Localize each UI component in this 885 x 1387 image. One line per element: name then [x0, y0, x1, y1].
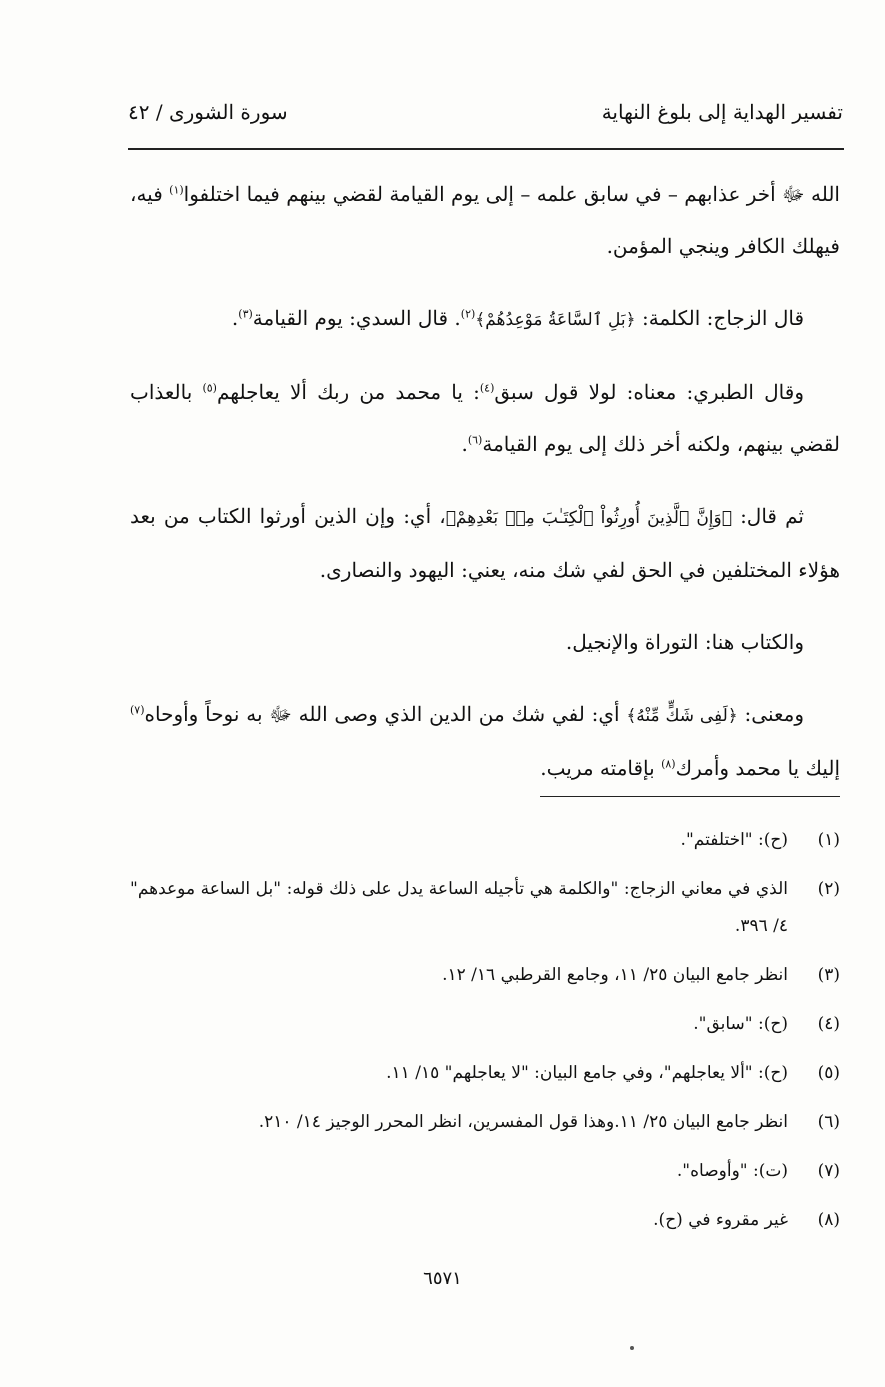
footnote-number: (١): [817, 830, 840, 850]
footnote: [130, 1202, 840, 1239]
paragraph-3: [130, 366, 840, 470]
book-title: تفسير الهداية إلى بلوغ النهاية: [601, 100, 843, 124]
footnote: [130, 822, 840, 859]
header-rule: [128, 148, 844, 150]
paragraph-5: [130, 616, 840, 668]
footnote: [130, 1153, 840, 1190]
footnote: [130, 957, 840, 994]
footnote-text: الذي في معاني الزجاج: "والكلمة هي تأجيله الساعة يدل على ذلك قوله: "بل الساعة موعدهم" ٤/ ٣٩٦.: [130, 879, 788, 936]
footnote-ref: (٥): [202, 381, 217, 395]
main-text: [130, 168, 840, 814]
paragraph-4: [130, 490, 840, 596]
running-header: [128, 100, 843, 140]
footnote: [130, 1104, 840, 1141]
footnote-separator: [540, 796, 840, 797]
footnote-number: (٨): [817, 1210, 840, 1230]
footnote-number: (٧): [817, 1161, 840, 1181]
footnote-number: (٥): [817, 1063, 840, 1083]
quran-verse: ﴿بَلِ ٱلسَّاعَةُ مَوْعِدُهُمْ﴾: [475, 310, 636, 330]
footnote-ref: (٨): [661, 757, 676, 771]
footnote-text: (ح): "سابق".: [693, 1014, 788, 1034]
text-run: : يا محمد من ربك ألا يعاجلهم: [216, 380, 480, 404]
text-run: إليك يا محمد وأمرك: [675, 756, 840, 780]
paragraph-6: [130, 688, 840, 794]
paragraph-2: [130, 292, 840, 346]
footnote-text: (ح): "اختلفتم".: [680, 830, 788, 850]
text-run: ثم قال:: [731, 504, 804, 528]
scan-speck: [630, 1346, 634, 1350]
text-run: . قال السدي: يوم القيامة: [252, 306, 461, 330]
footnote-number: (٢): [817, 879, 840, 899]
footnote-number: (٤): [817, 1014, 840, 1034]
footnotes: [130, 822, 840, 1251]
text-run: قال الزجاج: الكلمة:: [635, 306, 804, 330]
footnote-text: انظر جامع البيان ٢٥/ ١١، وجامع القرطبي ١٦/ ١٢.: [442, 965, 788, 985]
text-run: .: [231, 306, 239, 330]
footnote-text: (ت): "وأوصاه".: [676, 1161, 788, 1181]
footnote-ref: (٣): [238, 307, 253, 321]
footnote-text: انظر جامع البيان ٢٥/ ١١.وهذا قول المفسرين، انظر المحرر الوجيز ١٤/ ٢١٠.: [258, 1112, 788, 1132]
footnote-ref: (٧): [130, 703, 145, 717]
footnote-ref: (١): [169, 183, 184, 197]
footnote-number: (٣): [817, 965, 840, 985]
footnote: [130, 871, 840, 945]
text-run: أي: لفي شك من الدين الذي وصى الله ﷻ به نوحاً وأوحاه: [144, 702, 627, 726]
footnote-text: غير مقروء في (ح).: [653, 1210, 788, 1230]
quran-verse: ﴿لَفِى شَكٍّ مِّنْهُ﴾: [626, 706, 738, 726]
text-run: ومعنى:: [737, 702, 805, 726]
paragraph-1: [130, 168, 840, 272]
text-run: .: [461, 432, 468, 456]
text-run: الله ﷻ أخر عذابهم – في سابق علمه – إلى يوم القيامة لقضي بينهم فيما اختلفوا: [183, 182, 840, 206]
quran-verse: ﴿وَإِنَّ ٱلَّذِينَ أُورِثُواْ ٱلْكِتَـٰبَ مِنۢ بَعْدِهِمْ﴾: [445, 508, 732, 528]
text-run: وقال الطبري: معناه: لولا قول سبق: [494, 380, 804, 404]
text-run: فيه، فيهلك الكافر وينجي المؤمن.: [130, 182, 840, 258]
text-run: بإقامته مريب.: [540, 756, 662, 780]
footnote-ref: (٤): [479, 381, 495, 395]
footnote: [130, 1055, 840, 1092]
footnote-ref: (٦): [467, 433, 483, 447]
footnote-ref: (٢): [460, 307, 476, 321]
surah-label: سورة الشورى / ٤٢: [128, 100, 288, 124]
footnote-number: (٦): [817, 1112, 840, 1132]
text-run: بالعذاب لقضي بينهم، ولكنه أخر ذلك إلى يوم القيامة: [130, 380, 840, 456]
text-run: ، أي: وإن الذين أورثوا الكتاب من بعد هؤلاء المختلفين في الحق لفي شك منه، يعني: اليهود والنصارى.: [130, 504, 840, 582]
text-run: والكتاب هنا: التوراة والإنجيل.: [565, 630, 804, 654]
footnote-text: (ح): "ألا يعاجلهم"، وفي جامع البيان: "لا يعاجلهم" ١٥/ ١١.: [386, 1063, 788, 1083]
page-number: ٦٥٧١: [423, 1268, 462, 1289]
footnote: [130, 1006, 840, 1043]
